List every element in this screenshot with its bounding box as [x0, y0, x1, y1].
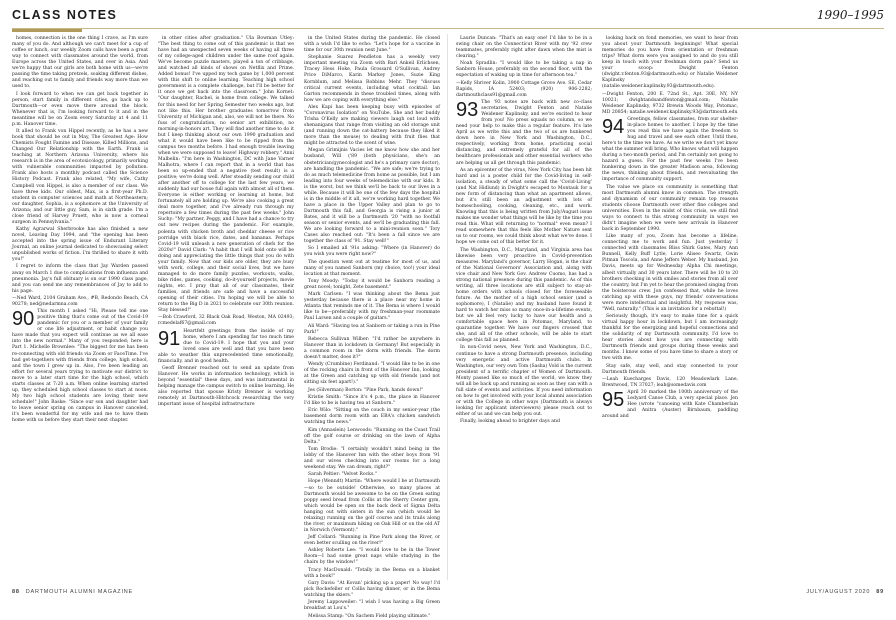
paragraph-text: Seriously though, it's easy to make time for a quick virtual happy hour in lockdown, but I am increasingly thankful for the energizing and hopeful connections and the solidarity of my Dartmouth community. I'd love to hear stories about how you are connecting with Dartmouth friends and groups during these weeks and months. I know some of you have time to share a story or two with me. [602, 314, 738, 362]
paragraph-text: Tony Moody: "Today it would be Sanborn reading a great novel; tonight, Zete basement." [304, 278, 440, 290]
paragraph-text: I look forward to when we can get back together in person, start family in different cities, go back up to Dartmouth—or even move there around the block. Whenever that is, I'm looking forward to it and in the meantime will be on Zoom every Saturday at 4 and 11 p.m. Hanover time. [12, 91, 148, 127]
paragraph-text: Kristie Smith: "Since it's 4 p.m., the place in Hanover I'd like to be is having tea at Sanborn." [304, 394, 440, 406]
paragraph-text: Kim (Annaslein) Lenwoods: "Running on the Coast Trail off the golf course or drinking on the lawn of Alpha Delta." [304, 427, 440, 445]
class-note-paragraph [602, 390, 738, 420]
text-column-3 [304, 36, 440, 619]
class-note-paragraph [158, 329, 294, 365]
class-note-paragraph [158, 366, 294, 408]
paragraph-text: Mark Carlsen: "I was thinking about the Bema just yesterday because there is a place near my home in Atlanta that reminds me of it. The Bema is where I would like to be—preferably with my freshman-year roommate Paul Larsen and a couple of guitars." [304, 292, 440, 322]
class-note-paragraph [304, 105, 440, 147]
class-note-paragraph [304, 600, 440, 612]
class-note-paragraph [602, 314, 738, 362]
class-note-paragraph [158, 36, 294, 314]
class-note-paragraph [12, 309, 148, 424]
paragraph-text: The question went out at teatime for most of us, and many of you named Sanborn (my choice, too!) your ideal location at that moment. [304, 259, 440, 277]
publication-name: DARTMOUTH ALUMNI MAGAZINE [25, 589, 134, 595]
class-note-paragraph [456, 248, 592, 345]
paragraph-text: Jes (Silverman) Borton: "Pine Park, hands down!" [308, 387, 424, 393]
page-number-left: 88 [12, 589, 20, 595]
paragraph-text: in other cities after graduation." Ula Bowman Utley: "The best thing to come out of this pandemic is that we have had an unexpected seven weeks of having all three of my college-aged children under the same roof again. We've become puzzle masters, played a ton of cribbage, and watched all kinds of shows on Netflix and Prime. Added bonus! I've upped my tech game by 1,000 percent with this shift to online learning. Teaching high school government is a complete challenge, but I'll be better for it once we get back into the classroom." John Kornet: "Our daughter, Rachel, is home from college. We talked for this need for her Spring Semester two weeks ago, but not like this. Her brother graduates tomorrow from University of Michigan and, also, we will not be there. No fuss of congratulation, no senior art exhibition, no morning-in-honors art. They will find another time to do it but I keep thinking about our own 1990 graduation and what it would have been like to be ripped from the campus two months before. I had enough trouble leaving when we were supposed to leave! Highway robbery." Anni Malbelin: "I'm here in Washington, DC with Jane Varner Malhotra, where I can report that in a world that has been so up-ended that a negative (test result) is a positive; we're doing well. After steadily sending our child after another off to college for the last few years, we suddenly had our house full again with almost all of them. Everyone is either working or learning at home, but fortunately all are holding up. We're also cooking a great deal more together, and I've already run through my repertoire a few times during the past few weeks." John Suchy: "My partner, Peggy, and I have had a chance to try out new recipes during the pandemic. For example, polenta with chicken broth and cheddar cheese or rice porridge with black rice, dates, and bananas. Perhaps Covid-19 will unleash a new generation of chefs for the 2020s!" David Clark: "A habit that I will hold onto will be doing and appreciating the little things that you do with your family. Now that our kids are older, they are busy with work, college, and their social lives, but we have managed to do more family puzzles, workouts, walks, bike rides, games, cooking, do-it-yourself projects, movie nights, etc. I pray that all of our classmates, their families, and friends are safe and have a successful opening of their cities. I'm hoping we will be able to return to the Big D in 2021 to celebrate our 30th reunion. Stay blessed!" [158, 36, 294, 314]
paragraph-text: Greetings, fellow classmates, from our shelter-in-place homes to another. I hope by the time you read this we have again the freedom to hug and travel and see each other. Until then, here's to the time we have. As we write we don't yet know what the summer will bring. Who knows what will happen during a two-month period, and I'm certainly not going to hazard a guess. For the past few weeks I've been hunkering down in the greater Madison area, following the news, thinking about friends, and reevaluating the importance of community support. [602, 116, 738, 183]
class-note-paragraph [304, 260, 440, 278]
class-note-paragraph [456, 81, 592, 99]
paragraph-text: Ali Ward: "Having tea at Sanborn or taking a run in Pine Park!" [304, 323, 440, 335]
class-note-paragraph [602, 36, 738, 90]
paragraph-text: Ashley Roberts Lee: "I would love to be in the Tower Room—I had some great naps while studying in the chairs by the window!" [304, 548, 440, 566]
paragraph-text: Gary Davis: "At Kovan' picking up a paper! No way! I'd pick Rockefeller or Collis having dinner, or in the Bema watching the skiers." [304, 580, 440, 599]
class-note-paragraph [304, 614, 440, 620]
class-note-paragraph [456, 36, 592, 60]
class-note-paragraph [304, 246, 440, 258]
paragraph-text: in the United States during the pandemic. He closed with a wish I'd like to echo: "Let's hope for a vaccine in time for our 30th reunion next June." [304, 36, 440, 54]
class-year-numeral: 90 [12, 308, 35, 331]
class-note-paragraph [602, 92, 738, 116]
paragraph-text: As an epicenter of the virus, New York City has been hit hard and is a poster child for the Covid-living in self-isolation, a steady of what some call the 'Covid-Living' (and Nat Hidlund) in Dwight's escaped to Montauk for a new form of distancing than what an apartment allows, but it's still been an adjustment with lots of homeschooling, cooking, cleaning, etc., and work. Knowing that this is being written from July/August issue makes me wonder what things will be like by the time you read this. What will returning to "normal" even mean? I read somewhere that this feels like Mother Nature sent us to our rooms, we could think about what we've done. I hope we come out of this better for it. [456, 167, 592, 246]
paragraph-text: Stephanie Suarez Pendleton has a weekly very important meeting via Zoom with Bari Ankeil Erlichsen, Tracey Hess Hoke, Paula Grossard O'Sullivan, Audrey Price DiMarco, Karin Markey Jones, Suzie King Kornblum, and Melissa Robbins Mehr. They "discuss critical current events, including what cocktail. Ian Garton recommends in these troubled times, along with how we are coping with everything else." [304, 55, 440, 103]
text-column-4 [456, 36, 592, 584]
paragraph-text: Heartfelt greetings from the inside of my home, where I am spending far too much time due to Covid-19. I hope that you and your loved ones are well and that you have been able to weather this unprecedented time emotionally, financially, and in good health. [158, 328, 294, 364]
class-note-paragraph [456, 419, 592, 425]
class-note-paragraph [304, 395, 440, 407]
class-note-paragraph [304, 548, 440, 566]
paragraph-text: Melissa Stamp: "On Sachem Field playing ultimate." [308, 613, 431, 619]
class-note-paragraph [304, 472, 440, 478]
paragraph-text: The Washington, D.C., Maryland, and Virginia area has likewise been very proactive in Covid-prevention measures. Maryland's governor, Larry Hogan, is the chair of the National Governors' Association and, along with vice chair and New York Gov. Andrew Cuomo, has had a strong national presence during this pandemic. As of this writing, all three locations are still subject to stay-at-home orders with schools closed for the foreseeable future. As the mother of a high school senior (and a sophomore), I (Natalie) and my husband have found it hard to watch her miss so many once-in-a-lifetime events, but we all feel very lucky to have our health and a comfortable space here in Potomac, Maryland, to quarantine together. We have our fingers crossed that she, and all of the other schools, will be able to start college this fall as planned. [456, 247, 592, 344]
footer-right [806, 589, 884, 595]
class-note-paragraph [602, 185, 738, 233]
paragraph-text: Jeremy Lappoweiler: "I wish I was having a Big Green breakfast at Lou's." [304, 600, 440, 612]
class-note-paragraph [456, 345, 592, 418]
class-note-paragraph [12, 129, 148, 226]
text-column-1 [12, 36, 148, 584]
paragraph-text: Wendy (Crumbine) Ferdinand: "I would like to be in one of the rocking chairs in front of the Hanover Inn, looking at the Green and catching up with old friends (and not sitting six feet apart!)." [304, 362, 440, 386]
class-note-paragraph [304, 337, 440, 361]
class-note-paragraph [304, 447, 440, 471]
class-years-range: 1990–1995 [816, 8, 884, 22]
paragraph-text: Stay safe, stay well, and stay connected to your Dartmouth friends. [602, 363, 738, 375]
paragraph-text: looking back on fond memories, we want to hear from you about your Dartmouth beginnings! What special memories do you have from orientation or freshman trips? What dorm were you assigned to and do you still keep in touch with your freshman dorm pals? Send us your scoop: Dwight Fenton (dwight.r.fenton.93@dartmouth.edu) or Natalie Weidener Kaplinsky (natalie.weidener.kaplinsky.93@dartmouth.edu). [602, 36, 738, 90]
page-gutter [447, 34, 448, 580]
paragraph-text: —Leah Kuecharges Davis, 120 Meadowlark Lane, Brentwood, TN 37027; leah@somedavis.com [602, 376, 738, 388]
paragraph-text: April 30 marked the 100th anniversary of the Ledyard Canoe Club, a very special place. Jen Hee (wrote "canoeing with Kate Chamberlain and Anitra (Auster) Birnbaum, paddling around and [602, 390, 738, 420]
paragraph-text: Hope (Wenndt) Martin: "Where would I be at Dartmouth—so to be outside! Otherwise, so many places at Dartmouth would be awesome to be on the Green eating poppy seed bread from Collis at the Sherry Center gym, which would be open on the back deck of Sigma Delta hanging out with sisters in the sun (which would be relaxing) running on the golf course and its trails along the river, or maximum hiking on Oak Hill or on the old AT in Norwich (Vermont)." [304, 479, 440, 533]
paragraph-text: Jeff Collard: "Running in Pine Park along the River, or even better sculling on the river!" [304, 535, 440, 547]
class-note-paragraph [456, 168, 592, 247]
class-note-paragraph [12, 296, 148, 308]
paragraph-text: So I emailed all '91s asking: "Where (in Hanover) do you wish you were right now?" [304, 246, 440, 258]
paragraph-text: Megan Grimijnis Vacies let me know how she and her husband, Will ('89 (both physicians, she's an obstetrician/gynecologist and he's a primary care doctor), are handling the pandemic. "We are safe; we're trying to do as much telemedicine from home as possible, but I am leading into four weeks of telemedicine with our kids. It is the worst, but we think we'll be back to our lives in a while. Because it will be one of the few days the hospital is in the middle of it all, we're working hard together. We have a place in the Upper Valley and plan to go to Dartmouth this fall, and Georgia is rising a junior at Bates, and it will be a Dartmouth '20 "with no footfall season or senior events, and we'll be graduating this fall. We are looking forward to a mini-reunion soon." Tory Cases also reached out: "It's been a fall since we are together the class of '91. Stay well!" [304, 148, 440, 245]
class-note-paragraph [304, 428, 440, 446]
text-column-2 [158, 36, 294, 584]
class-note-paragraph [456, 100, 592, 167]
paragraph-text: It alled to Frank von Hippel recently, as he has a new book that should be out in May, The Greatest Age: How Chemists Fought Famine and Disease, Killed Millions, and Changed Our Relationship with the Earth. Frank is teaching at Northern Arizona University, where his research is in the area of ecotoxicology, primarily working with vulnerable communities impacted by pollution. Frank also hosts a monthly podcast called the Science History Podcast. Frank also related, "My wife, Cathy Campbell von Hippel, is also a member of our class. We have three kids. Our oldest, Max, is a first-year Ph.D. student in computer sciences and math at Northeastern; our daughter, Sophia, is a sophomore at the University of Arizona; and our little guy, Sam, is in sixth grade. I'm a close friend of Harvey Pruett, who is now a corneal surgeon in Pennsylvania." [12, 129, 148, 225]
text-column-5 [602, 36, 738, 584]
class-note-paragraph [158, 315, 294, 327]
class-note-paragraph [304, 279, 440, 291]
paragraph-text: Alex Kapi has been keeping busy with episodes of "Coronavirus Isolation" on YouTube. She and her buddy Trisha O'Kelly are making viewers laugh out loud with shenanigans that range from visiting an old storage unit (and running down the cat-battery because they liked it more than the mouse) to dealing with fruit flies that might be attracted to the scent of wine. [304, 104, 440, 147]
section-title: CLASS NOTES [12, 8, 118, 22]
class-note-paragraph [304, 36, 440, 54]
class-note-paragraph [602, 117, 738, 184]
class-note-paragraph [304, 388, 440, 394]
paragraph-text: —Dwight Fenton, 200 E. 72nd St., Apt. 30E, NY, NY 10021; dwightandsandfenton@gmail.com; Natalie Weidener Kaplinsky, 9732 Brewin Woods Way, Potomac, MD 20854; natalie.weidener.kaplinsky.93@dartmouth.edu [602, 91, 738, 115]
class-year-numeral: 94 [602, 115, 625, 138]
class-note-paragraph [304, 55, 440, 103]
class-note-paragraph [12, 36, 148, 90]
paragraph-text: —Bob Crawford, 32 Black Oak Road, Weston, MA 02493; rcmedelaf67@gmail.com [158, 315, 294, 327]
paragraph-text: homes, connection is the one thing I crave, as I'm sure many of you do. And although we can't meet for a cup of coffee or lunch, our weekly Zoom calls have been a great way to connect with classmates around the world, from Europe across the United States, and over in Asia. And we're happy that our girls are both home with us—we're passing the time taking pretzels, soaking different dishes, and reaching out to family and friends way more than we used to. [12, 36, 148, 90]
footer-left [12, 589, 133, 595]
class-note-paragraph [602, 364, 738, 376]
class-note-paragraph [602, 377, 738, 389]
paragraph-text: Geoff Brenner reached out to send an update from Hanover. He works in information technology, which is beyond "essential" these days, and was instrumental in helping manage the campus switch to online learning. He also reported that spouse Kristy Brenner is working remotely at Dartmouth-Hitchcock researching the very important issue of hospital infrastructure [158, 366, 294, 408]
class-note-paragraph [12, 264, 148, 294]
paragraph-text: —Kelly Shriver Kolin, 3900 Cottage Grove Ave. SE, Cedar Rapids, IA 52403; (920) 906-2282; dartmouthclass91@gmail.com [456, 80, 592, 98]
class-note-paragraph [304, 581, 440, 599]
class-note-paragraph [304, 408, 440, 426]
paragraph-text: The value we place on community is something that most Dartmouth alumni know in common. The strength and dynamism of our community remain top reasons students choose Dartmouth over other fine colleges and universities. Even in the midst of this crisis, we still find ways to connect to this strong community in ways we didn't imagine when we were new arrivals in Hanover back in September 1990. [602, 184, 738, 233]
issue-date: JULY/AUGUST 2020 [806, 589, 871, 595]
class-year-numeral: 91 [158, 327, 181, 350]
section-header [12, 6, 884, 29]
paragraph-text: Finally, looking ahead to brighter days and [460, 419, 560, 425]
page-number-right: 89 [876, 589, 884, 595]
paragraph-text: Sarah Peltier: "Velvet Rocks." [308, 472, 377, 478]
class-note-paragraph [304, 292, 440, 322]
class-note-paragraph [304, 148, 440, 245]
paragraph-text: —Ned Ward, 2104 Graham Ave., #B, Redondo Beach, CA 90278; ned@nedarmna.com [12, 295, 148, 307]
class-note-paragraph [304, 568, 440, 580]
header-accent-rule [12, 29, 82, 32]
paragraph-text: Kathy Agrarwal Sherbrooke has also finished a new novel, Leaving Day 1994, and "the opening has been accepted into the spring issue of Endurant Literary Journal, an online journal dedicated to showcasing select unpublished works of fiction. I'm thrilled to share it with you!" [12, 227, 148, 263]
paragraph-text: Rebecca Sullivan Wilber: "I'd rather be anywhere in Hanover than in lockdown in Germany! But especially in a common room in the dorm with friends. The dorm doesn't matter, does it?" [304, 336, 440, 361]
class-note-paragraph [602, 234, 738, 313]
class-year-numeral: 93 [456, 99, 479, 122]
paragraph-text: The '93 notes are back with new co-class secretaries, Dwight Fenton and Natalie Weidener Kaplinsky, and we're excited to hear from you! No press squads no column, so we need your help to make this a regular feature. It's late April as we write this and the two of us are hunkered down here in New York and Washington, D.C., respectively, working from home, practicing social distancing, and extremely grateful for all of the healthcare professionals and other essential workers who are helping us all get through this pandemic. [456, 100, 592, 166]
paragraph-text: I regret to inform the class that Jay Warden passed away on March 1 due to complications from influenza and pneumonia. Jay's full obituary is on our 1990 class page, and you can send me any remembrances of Jay to add to his page. [12, 264, 148, 294]
class-note-paragraph [304, 535, 440, 547]
class-note-paragraph [12, 92, 148, 128]
paragraph-text: Noah Spradlin: "I would like to be taking a nap in Sanborn House, preferably on the second floor, with the expectation of waking up in time for afternoon tea." [456, 61, 592, 79]
paragraph-text: In non-Covid news, New York and Washington, D.C., continue to have a strong Dartmouth presence, including very energetic and active Dartmouth clubs. In Washington, our very own Tom (Sasha) Vold is the current president of a terrific chapter of Women of Dartmouth. Monty passed like so much of the world, we know they will all be back up and running as soon as they can with a full slate of events and activities. If you need information on how to get involved with your local alumni association or with the College in other ways (Dartmouth is always looking for applicant interviewers) please reach out to either of us and we can help you out. [456, 345, 592, 417]
paragraph-text: Tom Brodie: "I certainly wouldn't mind being in the lobby of the Hanover Inn with the other boys from '91 and our wives checking into our rooms for a long weekend stay. We can dream, right?" [304, 446, 440, 470]
class-year-numeral: 95 [602, 389, 625, 412]
class-note-paragraph [12, 227, 148, 263]
class-note-paragraph [456, 61, 592, 79]
class-note-paragraph [304, 479, 440, 533]
class-note-paragraph [304, 324, 440, 336]
paragraph-text: This month I asked "Hi, Please tell me one positive thing that's come out of the Covid-19 pandemic for you or a member of your family or one life adjustment, or habit change you have made that you expect will continue as we all ease into the new normal." Many of you responded; here is Part 1. Michelle Brownlee: "The biggest for me has been re-connecting with old friends via Zoom or FaceTime. I've had get-togethers with friends from college, high school, and the town I grew up in. Also, I've been leading an effort for several years trying to motivate our district to move to a later start time for the high school, which starts classes at 7:20 a.m. When online learning started up, they scheduled high school classes to start at noon. My two high school students are loving their new schedule!" John Baske: "Since our son and daughter had to leave senior spring on campus in Hanover canceled, it's been wonderful for my wife and me to have them home with us before they start their next chapter. [12, 309, 148, 424]
paragraph-text: Tracy MacDonald: "Totally in the Bema on a blanket with a book!" [304, 567, 440, 579]
class-note-paragraph [304, 362, 440, 386]
paragraph-text: Eric Wilo: "Sitting on the couch in my senior-year (the basement dorm room with an EBA's chicken sandwich watching the news." [304, 408, 440, 426]
paragraph-text: Laurie Duncan: "That's an easy one! I'd like to be in a swing chair on the Connecticut River with my '92 crew teammates, preferably right after dawn when the mist is clearing." [456, 36, 592, 60]
paragraph-text: Like many of you, Zoom has become a lifeline, connecting me to work and fun. Just yesterday I connected with classmates Bliss Shirk Gates, Mary Ann Bunnell, Kelly Buff Lytle, Lorie Aliseo Swartz, Gwin Pitman Toscola, and Anne Jeffers Weber. My husband, Jon Davis, meets up for Wednesday Alpha Chi meetings, albeit virtually and 30 years later. There will be 10 to 20 brothers checking in with smiles and stories from all over the country, but I'm yet to hear the promised singing from the boisterous crew. Jon confessed that, while he loves catching up with these guys, my friends' conversations were more intellectual and insightful. My response was, "Well, naturally." (This is an invitation for a rebuttal!) [602, 234, 738, 312]
